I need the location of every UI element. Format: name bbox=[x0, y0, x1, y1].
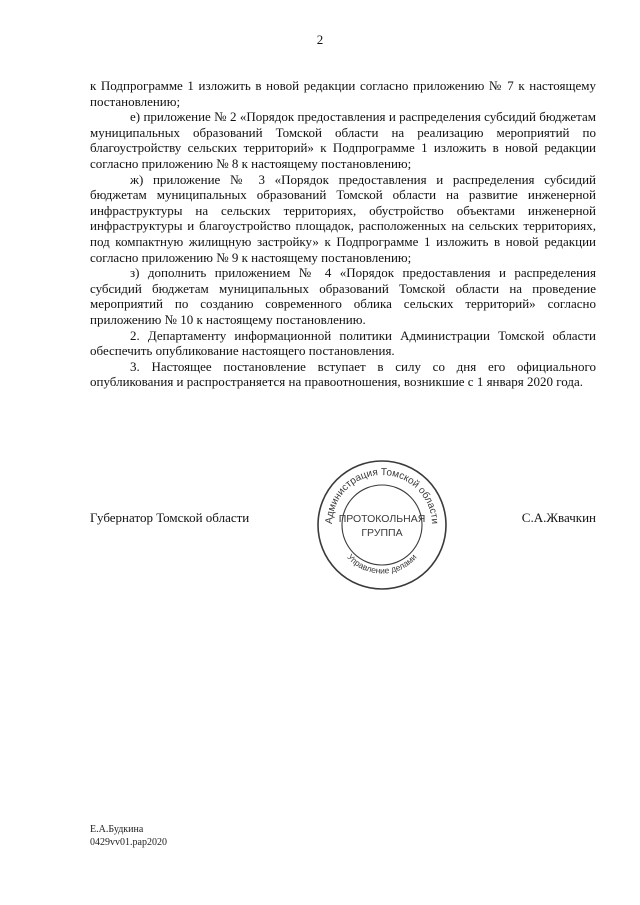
paragraph-continuation: к Подпрограмме 1 изложить в новой редакции согласно приложению № 7 к настоящему постановлению; bbox=[90, 78, 596, 109]
stamp-bottom-text: Управление делами bbox=[345, 551, 419, 576]
page-number: 2 bbox=[316, 32, 324, 47]
paragraph-clause-3: 3. Настоящее постановление вступает в силу со дня его официального опубликования и распространяется на правоотношения, возникшие с 1 января 2020 года. bbox=[90, 358, 596, 390]
paragraph-clause-2: 2. Департаменту информационной политики Администрации Томской области обеспечить опубликование настоящего постановления. bbox=[90, 327, 596, 359]
stamp-inner-ring bbox=[342, 485, 422, 565]
paragraph-item-zh: ж) приложение № 3 «Порядок предоставления и распределения субсидий бюджетам муниципальных образований Томской области на развитие инженерной инфраструктуры на сельских территориях, обустройство объектами инженерной инфраструктуры и благоустройство площадок, расположенных на сельских территориях, под компактную жилищную застройку» к Подпрограмме 1 изложить в новой редакции согласно приложению № 9 к настоящему постановлению; bbox=[90, 171, 596, 265]
stamp-center-line-2: ГРУППА bbox=[361, 527, 403, 539]
footer-file-reference: 0429vv01.pap2020 bbox=[90, 837, 167, 848]
signer-title: Губернатор Томской области bbox=[90, 510, 250, 525]
protocol-group-stamp bbox=[312, 455, 452, 595]
signer-name: С.А.Жвачкин bbox=[521, 510, 596, 525]
footer-block bbox=[90, 823, 167, 849]
footer-author: Е.А.Будкина bbox=[90, 824, 144, 835]
document-body bbox=[90, 78, 596, 390]
stamp-outer-text: Администрация Томской области bbox=[323, 466, 441, 525]
stamp-center-line-1: ПРОТОКОЛЬНАЯ bbox=[338, 513, 426, 525]
paragraph-item-z: з) дополнить приложением № 4 «Порядок предоставления и распределения субсидий бюджетам муниципальных образований Томской области на проведение мероприятий по созданию современного облика сельских территорий» согласно приложению № 10 к настоящему постановлению. bbox=[90, 265, 596, 327]
paragraph-item-e: е) приложение № 2 «Порядок предоставления и распределения субсидий бюджетам муниципальных образований Томской области на реализацию мероприятий по благоустройству сельских территорий» к Подпрограмме 1 изложить в новой редакции согласно приложению № 8 к настоящему постановлению; bbox=[90, 109, 596, 171]
